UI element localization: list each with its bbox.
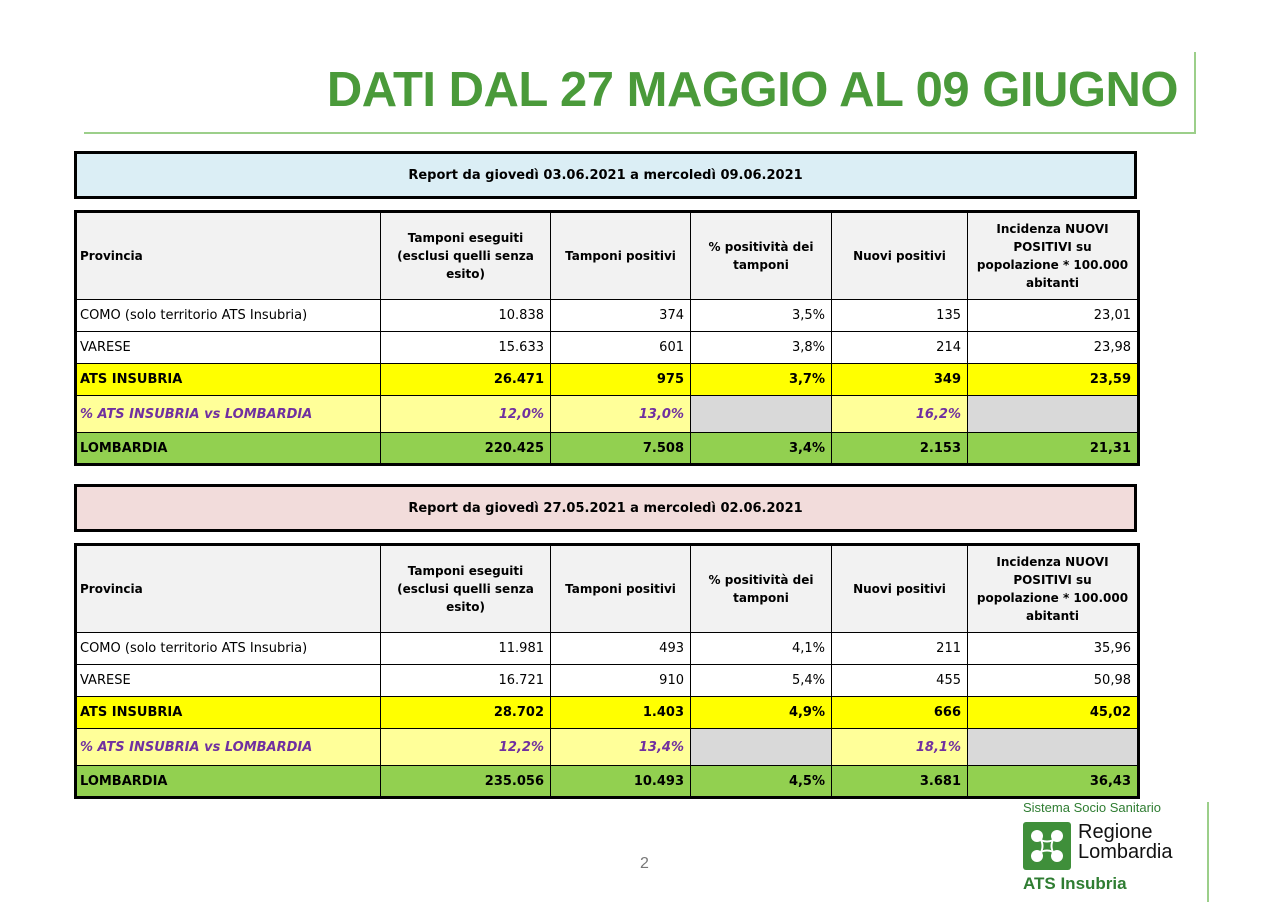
report-table-body (76, 633, 1139, 798)
col-header-tamponi-positivi: Tamponi positivi (551, 545, 691, 633)
cell-incidenza: 35,96 (968, 633, 1139, 665)
cell-nuovi-positivi: 3.681 (832, 766, 968, 798)
table-header-row (76, 212, 1139, 300)
col-header-positivita: % positività dei tamponi (691, 545, 832, 633)
cell-nuovi-positivi: 455 (832, 665, 968, 697)
cell-provincia: ATS INSUBRIA (76, 364, 381, 396)
col-header-nuovi-positivi: Nuovi positivi (832, 545, 968, 633)
cell-tamponi-positivi: 10.493 (551, 766, 691, 798)
col-header-incidenza: Incidenza NUOVI POSITIVI su popolazione * 100.000 abitanti (968, 545, 1139, 633)
report-table-2 (74, 543, 1140, 799)
table-row (76, 729, 1139, 766)
cell-nuovi-positivi: 16,2% (832, 396, 968, 433)
cell-nuovi-positivi: 214 (832, 332, 968, 364)
col-header-provincia: Provincia (76, 545, 381, 633)
table-header-row (76, 545, 1139, 633)
cell-tamponi-eseguiti: 235.056 (381, 766, 551, 798)
table-row (76, 300, 1139, 332)
cell-provincia: VARESE (76, 665, 381, 697)
cell-nuovi-positivi: 18,1% (832, 729, 968, 766)
cell-tamponi-eseguiti: 26.471 (381, 364, 551, 396)
cell-positivita: 3,4% (691, 433, 832, 465)
cell-tamponi-positivi: 13,4% (551, 729, 691, 766)
cell-nuovi-positivi: 2.153 (832, 433, 968, 465)
cell-positivita (691, 729, 832, 766)
cell-positivita (691, 396, 832, 433)
cell-tamponi-positivi: 975 (551, 364, 691, 396)
cell-nuovi-positivi: 349 (832, 364, 968, 396)
cell-positivita: 3,8% (691, 332, 832, 364)
report-header-1: Report da giovedì 03.06.2021 a mercoledì 09.06.2021 (74, 151, 1137, 199)
page-number: 2 (640, 855, 649, 872)
table-row (76, 433, 1139, 465)
cell-incidenza: 23,98 (968, 332, 1139, 364)
logo-lombardia: Lombardia (1078, 841, 1173, 863)
cell-tamponi-eseguiti: 11.981 (381, 633, 551, 665)
table-row (76, 396, 1139, 433)
cell-tamponi-eseguiti: 16.721 (381, 665, 551, 697)
cell-tamponi-positivi: 601 (551, 332, 691, 364)
table-row (76, 665, 1139, 697)
cell-provincia: VARESE (76, 332, 381, 364)
page-title: DATI DAL 27 MAGGIO AL 09 GIUGNO (326, 63, 1178, 117)
cell-provincia: LOMBARDIA (76, 766, 381, 798)
cell-positivita: 4,1% (691, 633, 832, 665)
report-table-body (76, 300, 1139, 465)
cell-tamponi-positivi: 7.508 (551, 433, 691, 465)
table-row (76, 364, 1139, 396)
col-header-tamponi-positivi: Tamponi positivi (551, 212, 691, 300)
title-side-line (1194, 52, 1196, 134)
cell-nuovi-positivi: 135 (832, 300, 968, 332)
cell-provincia: COMO (solo territorio ATS Insubria) (76, 633, 381, 665)
cell-tamponi-eseguiti: 220.425 (381, 433, 551, 465)
col-header-provincia: Provincia (76, 212, 381, 300)
col-header-nuovi-positivi: Nuovi positivi (832, 212, 968, 300)
cell-provincia: % ATS INSUBRIA vs LOMBARDIA (76, 396, 381, 433)
cell-provincia: LOMBARDIA (76, 433, 381, 465)
col-header-tamponi-eseguiti: Tamponi eseguiti (esclusi quelli senza esito) (381, 545, 551, 633)
cell-tamponi-eseguiti: 15.633 (381, 332, 551, 364)
cell-positivita: 5,4% (691, 665, 832, 697)
col-header-incidenza: Incidenza NUOVI POSITIVI su popolazione * 100.000 abitanti (968, 212, 1139, 300)
cell-tamponi-eseguiti: 28.702 (381, 697, 551, 729)
logo-ats-insubria: ATS Insubria (1023, 874, 1127, 893)
logo-side-line (1207, 802, 1209, 902)
cell-tamponi-positivi: 13,0% (551, 396, 691, 433)
cell-incidenza: 23,59 (968, 364, 1139, 396)
cell-incidenza: 45,02 (968, 697, 1139, 729)
cell-positivita: 4,9% (691, 697, 832, 729)
cell-tamponi-positivi: 374 (551, 300, 691, 332)
title-underline (84, 132, 1196, 134)
col-header-tamponi-eseguiti: Tamponi eseguiti (esclusi quelli senza esito) (381, 212, 551, 300)
cell-nuovi-positivi: 211 (832, 633, 968, 665)
cell-nuovi-positivi: 666 (832, 697, 968, 729)
cell-tamponi-eseguiti: 10.838 (381, 300, 551, 332)
cell-tamponi-eseguiti: 12,2% (381, 729, 551, 766)
cell-incidenza: 21,31 (968, 433, 1139, 465)
cell-provincia: ATS INSUBRIA (76, 697, 381, 729)
cell-incidenza: 50,98 (968, 665, 1139, 697)
cell-positivita: 3,5% (691, 300, 832, 332)
report-table-1 (74, 210, 1140, 466)
cell-incidenza (968, 396, 1139, 433)
table-row (76, 766, 1139, 798)
col-header-positivita: % positività dei tamponi (691, 212, 832, 300)
cell-positivita: 3,7% (691, 364, 832, 396)
cell-provincia: % ATS INSUBRIA vs LOMBARDIA (76, 729, 381, 766)
cell-incidenza: 23,01 (968, 300, 1139, 332)
logo-system-label: Sistema Socio Sanitario (1023, 800, 1162, 815)
table-row (76, 633, 1139, 665)
cell-incidenza (968, 729, 1139, 766)
regione-lombardia-rose-icon (1023, 822, 1071, 870)
cell-tamponi-positivi: 1.403 (551, 697, 691, 729)
cell-provincia: COMO (solo territorio ATS Insubria) (76, 300, 381, 332)
cell-incidenza: 36,43 (968, 766, 1139, 798)
cell-tamponi-positivi: 493 (551, 633, 691, 665)
cell-positivita: 4,5% (691, 766, 832, 798)
report-header-2: Report da giovedì 27.05.2021 a mercoledì 02.06.2021 (74, 484, 1137, 532)
cell-tamponi-positivi: 910 (551, 665, 691, 697)
ats-insubria-logo (1020, 800, 1200, 900)
cell-tamponi-eseguiti: 12,0% (381, 396, 551, 433)
table-row (76, 697, 1139, 729)
table-row (76, 332, 1139, 364)
logo-regione: Regione (1078, 821, 1153, 843)
